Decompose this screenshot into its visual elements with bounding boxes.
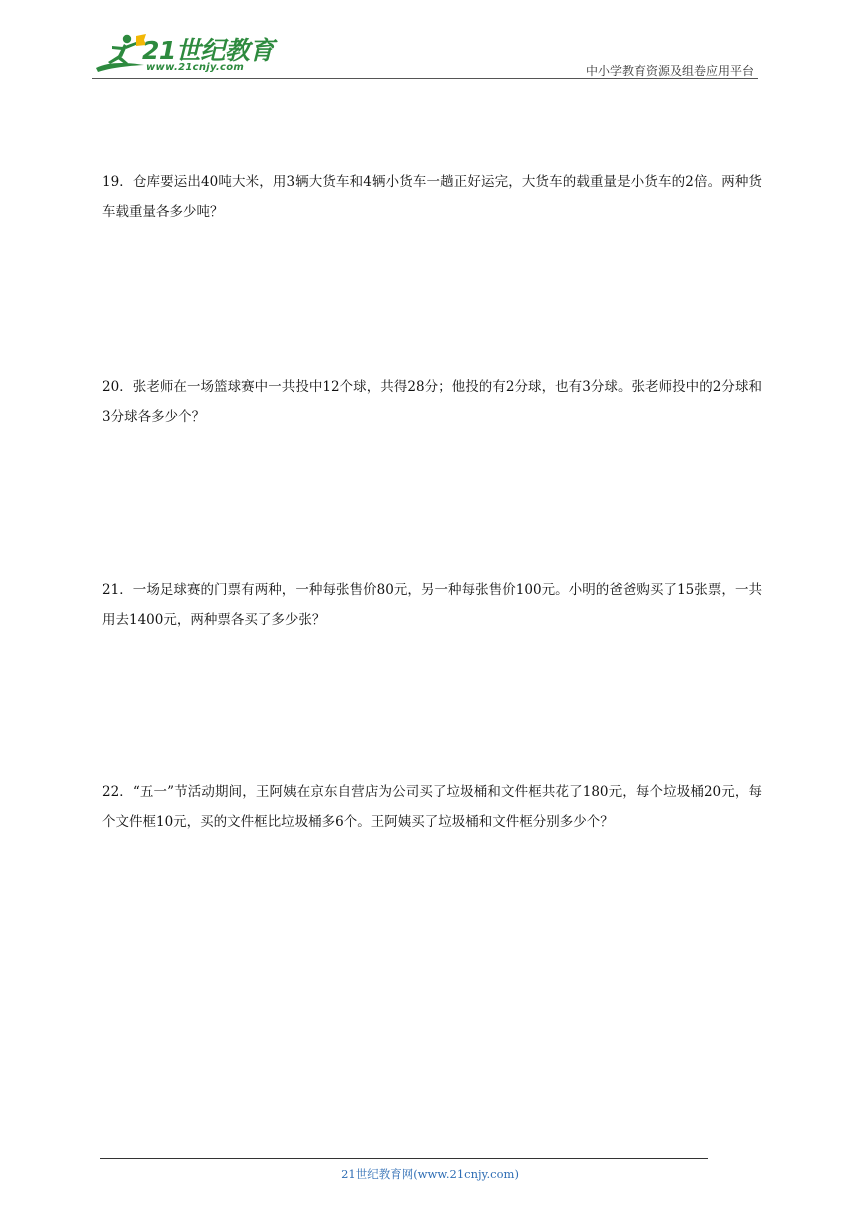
question-22: 22．“五一”节活动期间，王阿姨在京东自营店为公司买了垃圾桶和文件框共花了180元，每个垃圾桶20元，每个文件框10元，买的文件框比垃圾桶多6个。王阿姨买了垃圾桶和文件框分别多少个？ [102,784,762,830]
site-logo [94,32,274,76]
footer-divider [100,1158,708,1159]
question-19: 19．仓库要运出40吨大米，用3辆大货车和4辆小货车一趟正好运完，大货车的载重量是小货车的2倍。两种货车载重量各多少吨？ [102,174,762,220]
running-figure-icon [94,32,148,76]
header-divider [92,78,758,79]
question-21: 21．一场足球赛的门票有两种，一种每张售价80元，另一种每张售价100元。小明的爸爸购买了15张票，一共用去1400元，两种票各买了多少张？ [102,582,762,628]
footer-site-link[interactable]: 21世纪教育网(www.21cnjy.com) [341,1167,519,1181]
logo-url-text: www.21cnjy.com [146,62,245,73]
question-20: 20．张老师在一场篮球赛中一共投中12个球，共得28分；他投的有2分球，也有3分球。张老师投中的2分球和3分球各多少个？ [102,379,762,425]
logo-main-text: 21世纪教育 [142,36,274,65]
platform-name: 中小学教育资源及组卷应用平台 [585,64,754,78]
page-header [92,30,758,80]
